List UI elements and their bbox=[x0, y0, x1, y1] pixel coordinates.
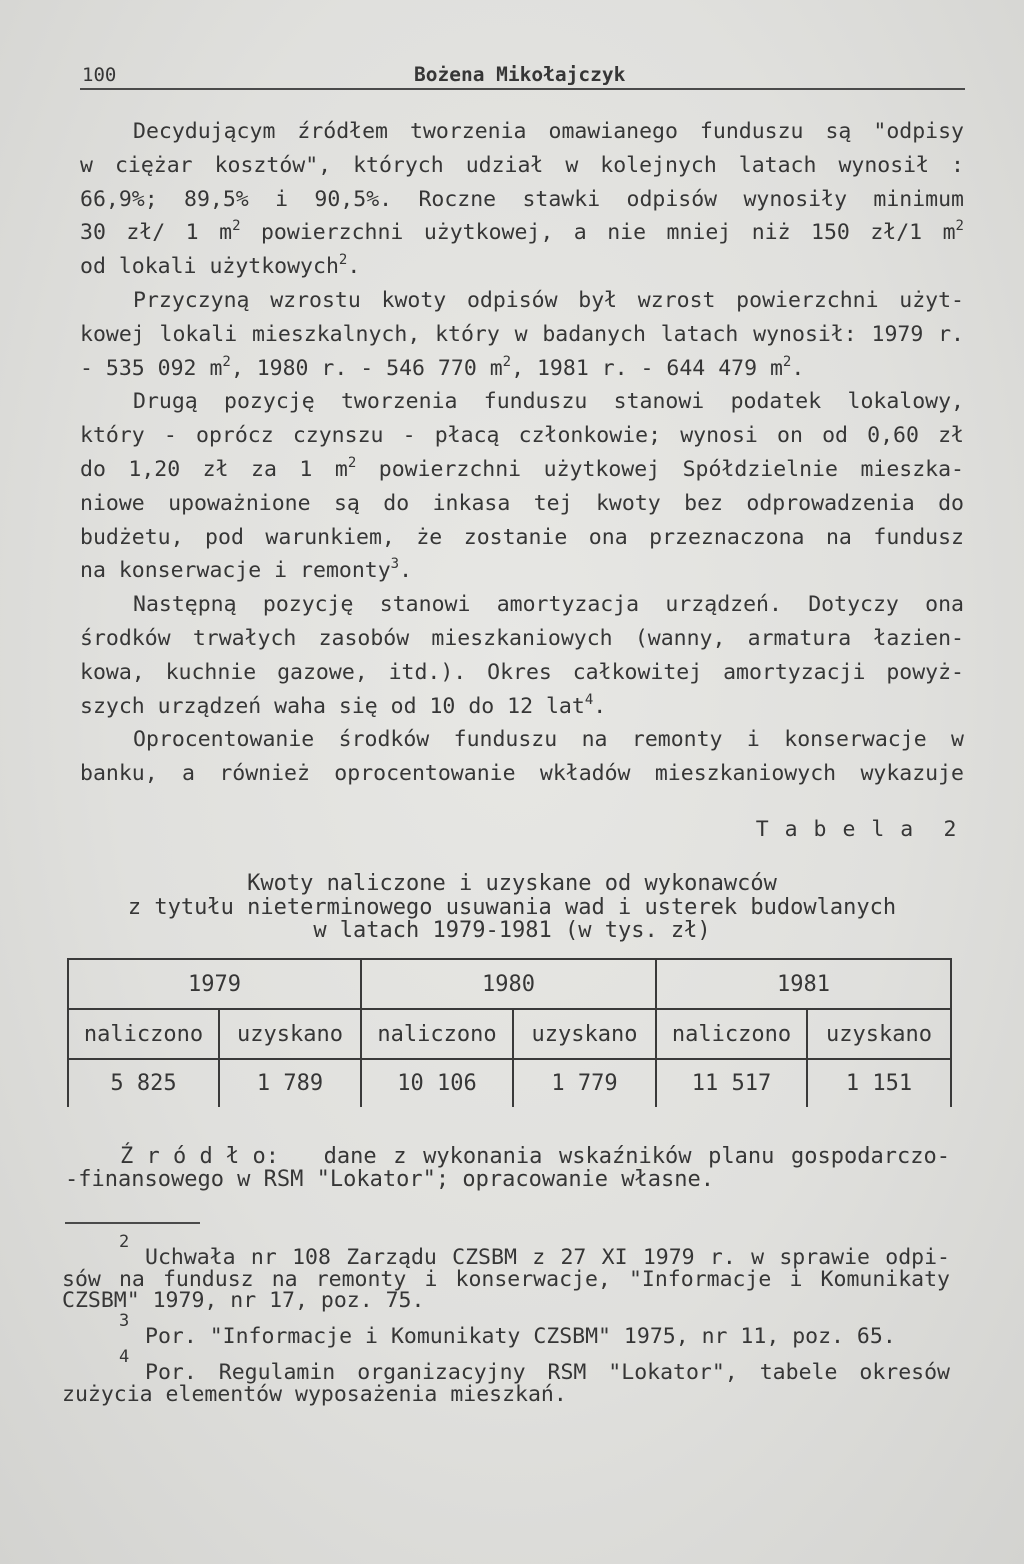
text-line bbox=[80, 656, 964, 690]
superscript: 3 bbox=[390, 556, 400, 573]
paragraph bbox=[80, 588, 964, 723]
table-cell: 1 151 bbox=[807, 1059, 951, 1107]
superscript: 2 bbox=[222, 353, 231, 370]
text-segment: powierzchni użytkowej Spółdzielnie mieszka- bbox=[356, 456, 964, 482]
text-line bbox=[80, 149, 964, 183]
text-line bbox=[80, 622, 964, 656]
footnote-line: sów na fundusz na remonty i konserwacje, "Informacje i Komunikaty bbox=[62, 1266, 950, 1292]
text-line bbox=[80, 521, 964, 555]
data-table bbox=[67, 958, 952, 1107]
text-line bbox=[80, 588, 964, 622]
text-line bbox=[80, 385, 964, 419]
footnote-marker: 3 bbox=[119, 1311, 130, 1331]
text-line bbox=[80, 318, 964, 352]
source-text: dane z wykonania wskaźników planu gospodarczo- bbox=[323, 1144, 950, 1169]
table-column-header: naliczono bbox=[68, 1009, 219, 1059]
text-segment: na konserwacje i remonty bbox=[80, 558, 391, 584]
body-text bbox=[80, 115, 964, 791]
table-label: T a b e l a 2 bbox=[755, 817, 958, 842]
text-segment: Następną pozycję stanowi amortyzacja urządzeń. Dotyczy ona bbox=[133, 592, 964, 618]
text-line bbox=[80, 690, 964, 724]
text-segment: od lokali użytkowych bbox=[80, 254, 339, 280]
superscript: 2 bbox=[338, 252, 348, 269]
text-segment: do 1,20 zł za 1 m bbox=[80, 456, 348, 482]
text-line bbox=[80, 757, 964, 791]
superscript: 2 bbox=[502, 353, 512, 370]
table-title-line: Kwoty naliczone i uzyskane od wykonawców bbox=[247, 871, 777, 896]
text-line bbox=[80, 554, 964, 588]
footnote-line: Por. Regulamin organizacyjny RSM "Lokator", tabele okresów bbox=[145, 1360, 950, 1385]
text-line bbox=[80, 352, 964, 386]
table-column-header-row bbox=[68, 1009, 951, 1059]
text-segment: kowa, kuchnie gazowe, itd.). Okres całkowitej amortyzacji powyż- bbox=[80, 659, 964, 685]
text-line bbox=[80, 284, 964, 318]
text-line bbox=[80, 115, 964, 149]
text-segment: 30 zł/ 1 m bbox=[80, 220, 233, 246]
text-segment: Przyczyną wzrostu kwoty odpisów był wzrost powierzchni użyt- bbox=[133, 287, 964, 313]
table-cell: 5 825 bbox=[68, 1059, 219, 1107]
table-year-header: 1980 bbox=[361, 959, 656, 1009]
source-line: -finansowego w RSM "Lokator"; opracowanie własne. bbox=[65, 1167, 715, 1192]
text-segment: banku, a również oprocentowanie wkładów mieszkaniowych wykazuje bbox=[80, 761, 964, 787]
header-rule bbox=[80, 88, 965, 90]
superscript: 2 bbox=[955, 218, 964, 235]
superscript: 2 bbox=[232, 218, 241, 235]
source-note bbox=[65, 1145, 950, 1191]
text-segment: . bbox=[791, 355, 805, 381]
text-segment: . bbox=[593, 693, 607, 719]
paragraph bbox=[80, 284, 964, 385]
text-line bbox=[80, 250, 964, 284]
table-body bbox=[68, 959, 951, 1107]
source-line bbox=[65, 1145, 950, 1168]
footnote bbox=[62, 1347, 950, 1407]
superscript: 2 bbox=[347, 454, 357, 471]
text-segment: 66,9%; 89,5% i 90,5%. Roczne stawki odpisów wynosiły minimum bbox=[80, 186, 964, 212]
text-segment: budżetu, pod warunkiem, że zostanie ona przeznaczona na fundusz bbox=[80, 524, 964, 550]
table-column-header: naliczono bbox=[656, 1009, 807, 1059]
footnote-line: Por. "Informacje i Komunikaty CZSBM" 1975, nr 11, poz. 65. bbox=[145, 1324, 896, 1349]
text-line bbox=[80, 723, 964, 757]
text-segment: który - oprócz czynszu - płacą członkowie; wynosi on od 0,60 zł bbox=[80, 423, 964, 449]
running-head-author: Bożena Mikołajczyk bbox=[414, 63, 626, 86]
text-segment: szych urządzeń waha się od 10 do 12 lat bbox=[80, 693, 585, 719]
footnotes bbox=[62, 1232, 950, 1420]
table-year-header: 1981 bbox=[656, 959, 951, 1009]
footnote-line: Uchwała nr 108 Zarządu CZSBM z 27 XI 1979 r. w sprawie odpi- bbox=[145, 1245, 950, 1270]
footnote-marker: 4 bbox=[119, 1347, 130, 1367]
text-segment: , 1981 r. - 644 479 m bbox=[511, 355, 783, 381]
text-segment: Oprocentowanie środków funduszu na remonty i konserwacje w bbox=[133, 727, 964, 753]
text-segment: Decydującym źródłem tworzenia omawianego funduszu są "odpisy bbox=[133, 119, 964, 144]
table-cell: 11 517 bbox=[656, 1059, 807, 1107]
text-segment: . bbox=[399, 558, 413, 584]
table-column-header: uzyskano bbox=[513, 1009, 656, 1059]
table-row bbox=[68, 1059, 951, 1107]
table-column-header: naliczono bbox=[361, 1009, 513, 1059]
table-title bbox=[62, 872, 962, 943]
table-cell: 1 789 bbox=[219, 1059, 361, 1107]
text-segment: kowej lokali mieszkalnych, który w badanych latach wynosił: 1979 r. bbox=[80, 321, 964, 347]
footnote-line: CZSBM" 1979, nr 17, poz. 75. bbox=[62, 1288, 425, 1313]
footnote-marker: 2 bbox=[119, 1232, 130, 1252]
table-column-header: uzyskano bbox=[219, 1009, 361, 1059]
text-line bbox=[80, 419, 964, 453]
text-line bbox=[80, 183, 964, 217]
paragraph bbox=[80, 385, 964, 588]
table-column-header: uzyskano bbox=[807, 1009, 951, 1059]
footnote bbox=[62, 1232, 950, 1313]
text-segment: . bbox=[347, 254, 361, 280]
text-segment: powierzchni użytkowej, a nie mniej niż 150 zł/1 m bbox=[240, 220, 956, 246]
superscript: 2 bbox=[782, 353, 792, 370]
table-title-line: w latach 1979-1981 (w tys. zł) bbox=[313, 918, 711, 943]
table-cell: 1 779 bbox=[513, 1059, 656, 1107]
text-segment: Drugą pozycję tworzenia funduszu stanowi podatek lokalowy, bbox=[133, 389, 964, 415]
superscript: 4 bbox=[584, 691, 594, 708]
footnote-line: zużycia elementów wyposażenia mieszkań. bbox=[62, 1381, 567, 1407]
table-year-row bbox=[68, 959, 951, 1009]
footnote bbox=[62, 1311, 950, 1349]
text-segment: niowe upoważnione są do inkasa tej kwoty bez odprowadzenia do bbox=[80, 490, 964, 516]
text-line bbox=[80, 487, 964, 521]
text-line bbox=[80, 453, 964, 487]
table-year-header: 1979 bbox=[68, 959, 361, 1009]
text-segment: środków trwałych zasobów mieszkaniowych (wanny, armatura łazien- bbox=[80, 625, 964, 651]
text-segment: w ciężar kosztów", których udział w kolejnych latach wynosił : bbox=[80, 152, 964, 178]
footnote-rule bbox=[65, 1222, 200, 1224]
table-title-line: z tytułu nieterminowego usuwania wad i usterek budowlanych bbox=[127, 894, 897, 920]
text-segment: - 535 092 m bbox=[80, 355, 223, 381]
paragraph bbox=[80, 115, 964, 284]
source-label: Ź r ó d ł o: bbox=[120, 1144, 279, 1169]
page-number: 100 bbox=[82, 64, 117, 86]
paragraph bbox=[80, 723, 964, 791]
text-line bbox=[80, 216, 964, 250]
text-segment: , 1980 r. - 546 770 m bbox=[230, 355, 503, 381]
table-cell: 10 106 bbox=[361, 1059, 513, 1107]
